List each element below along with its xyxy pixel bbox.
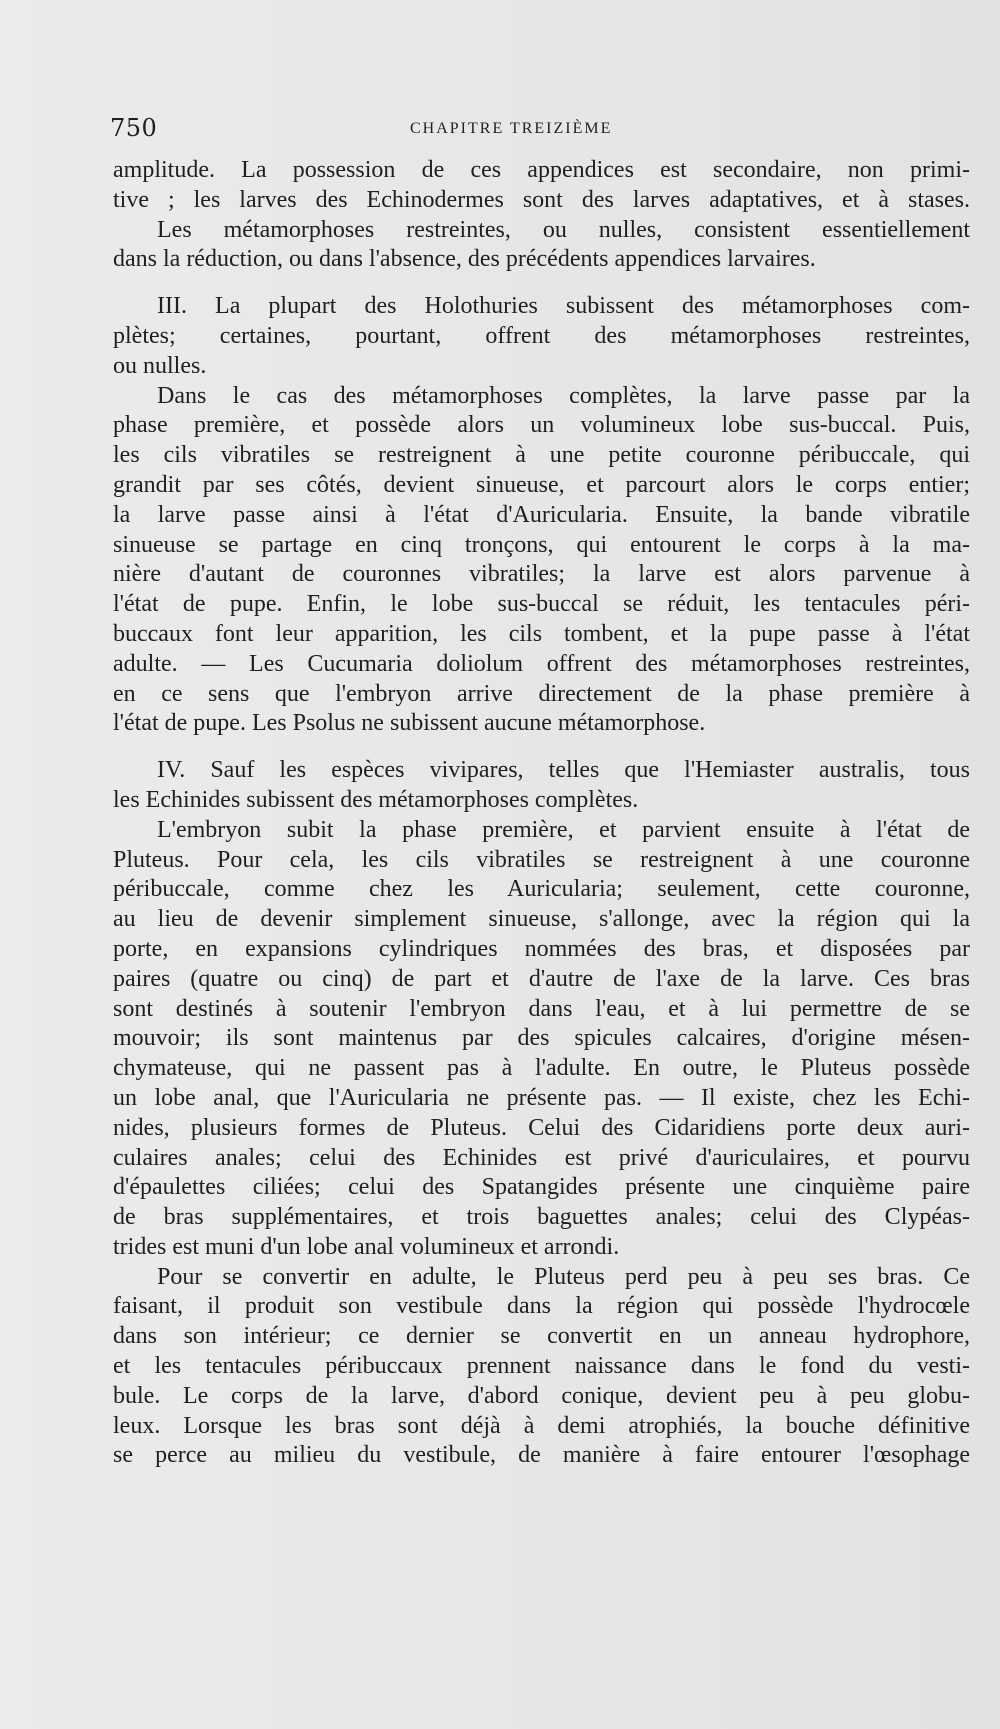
- paragraph-intro: [113, 156, 970, 275]
- text-line: buccaux font leur apparition, les cils tombent, et la pupe passe à l'état: [113, 620, 970, 647]
- text-line: culaires anales; celui des Echinides est privé d'auriculaires, et pourvu: [113, 1144, 970, 1171]
- text-line: grandit par ses côtés, devient sinueuse, et parcourt alors le corps entier;: [113, 471, 970, 498]
- running-head: CHAPITRE TREIZIÈME: [410, 120, 613, 137]
- text-line: III. La plupart des Holothuries subissent des métamorphoses com-: [157, 293, 970, 320]
- text-line: au lieu de devenir simplement sinueuse, s'allonge, avec la région qui la: [113, 906, 970, 933]
- text-line: l'état de pupe. Les Psolus ne subissent aucune métamorphose.: [113, 710, 706, 737]
- text-line: un lobe anal, que l'Auricularia ne présente pas. — Il existe, chez les Echi-: [113, 1084, 970, 1111]
- text-line: adulte. — Les Cucumaria doliolum offrent des métamorphoses restreintes,: [113, 650, 970, 677]
- text-line: dans la réduction, ou dans l'absence, des précédents appendices larvaires.: [113, 246, 816, 273]
- text-line: Dans le cas des métamorphoses complètes, la larve passe par la: [157, 382, 970, 409]
- page-header: [110, 114, 970, 144]
- text-line: amplitude. La possession de ces appendices est secondaire, non primi-: [113, 157, 970, 183]
- text-line: phase première, et possède alors un volumineux lobe sus-buccal. Puis,: [113, 412, 970, 439]
- text-line: nides, plusieurs formes de Pluteus. Celui des Cidaridiens porte deux auri-: [113, 1114, 970, 1141]
- text-line: sont destinés à soutenir l'embryon dans l'eau, et à lui permettre de se: [113, 995, 970, 1022]
- text-line: Pour se convertir en adulte, le Pluteus perd peu à peu ses bras. Ce: [157, 1263, 970, 1290]
- body-text: [113, 156, 970, 1488]
- text-line: sinueuse se partage en cinq tronçons, qui entourent le corps à la ma-: [113, 531, 970, 558]
- text-line: les cils vibratiles se restreignent à une petite couronne péribuccale, qui: [113, 442, 970, 469]
- text-line: trides est muni d'un lobe anal volumineux et arrondi.: [113, 1233, 620, 1260]
- text-line: péribuccale, comme chez les Auricularia; seulement, cette couronne,: [113, 876, 970, 903]
- page-number: 750: [110, 114, 158, 142]
- text-line: mouvoir; ils sont maintenus par des spicules calcaires, d'origine mésen-: [113, 1025, 970, 1052]
- text-line: se perce au milieu du vestibule, de manière à faire entourer l'œsophage: [113, 1442, 970, 1469]
- text-line: Pluteus. Pour cela, les cils vibratiles se restreignent à une couronne: [113, 846, 970, 873]
- text-line: Les métamorphoses restreintes, ou nulles, consistent essentiellement: [157, 216, 970, 243]
- text-line: dans son intérieur; ce dernier se convertit en un anneau hydrophore,: [113, 1323, 970, 1350]
- text-line: et les tentacules péribuccaux prennent naissance dans le fond du vesti-: [113, 1353, 970, 1380]
- text-line: IV. Sauf les espèces vivipares, telles que l'Hemiaster australis, tous: [157, 757, 970, 784]
- text-line: faisant, il produit son vestibule dans la région qui possède l'hydrocœle: [113, 1293, 970, 1320]
- text-line: plètes; certaines, pourtant, offrent des métamorphoses restreintes,: [113, 322, 970, 349]
- text-line: de bras supplémentaires, et trois baguettes anales; celui des Clypéas-: [113, 1204, 970, 1231]
- text-line: les Echinides subissent des métamorphoses complètes.: [113, 786, 639, 813]
- text-line: nière d'autant de couronnes vibratiles; la larve est alors parvenue à: [113, 561, 970, 588]
- text-line: tive ; les larves des Echinodermes sont des larves adaptatives, et à stases.: [113, 186, 970, 213]
- text-line: la larve passe ainsi à l'état d'Auricularia. Ensuite, la bande vibratile: [113, 501, 970, 528]
- text-line: d'épaulettes ciliées; celui des Spatangides présente une cinquième paire: [113, 1174, 970, 1201]
- text-line: l'état de pupe. Enfin, le lobe sus-buccal se réduit, les tentacules péri-: [113, 591, 970, 618]
- paragraph-section-iv: [113, 756, 970, 1471]
- text-line: en ce sens que l'embryon arrive directement de la phase première à: [113, 680, 970, 707]
- text-line: ou nulles.: [113, 352, 207, 379]
- text-line: chymateuse, qui ne passent pas à l'adulte. En outre, le Pluteus possède: [113, 1055, 970, 1082]
- text-line: bule. Le corps de la larve, d'abord conique, devient peu à peu globu-: [113, 1382, 970, 1409]
- paragraph-section-iii: [113, 292, 970, 739]
- text-line: paires (quatre ou cinq) de part et d'autre de l'axe de la larve. Ces bras: [113, 965, 970, 992]
- text-line: leux. Lorsque les bras sont déjà à demi atrophiés, la bouche définitive: [113, 1412, 970, 1439]
- text-line: porte, en expansions cylindriques nommées des bras, et disposées par: [113, 935, 970, 962]
- text-line: L'embryon subit la phase première, et parvient ensuite à l'état de: [157, 816, 970, 843]
